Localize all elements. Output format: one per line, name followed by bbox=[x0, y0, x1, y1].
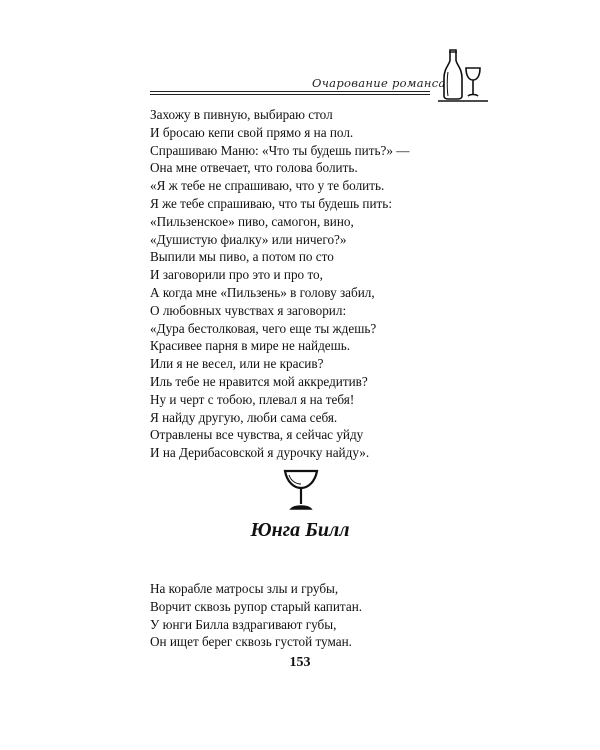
poem-line: «Душистую фиалку» или ничего?» bbox=[150, 231, 347, 247]
poem-line: «Пильзенское» пиво, самогон, вино, bbox=[150, 213, 354, 229]
poem-line: Ну и черт с тобою, плевал я на тебя! bbox=[150, 391, 355, 407]
poem-line: «Я ж тебе не спрашиваю, что у те болить. bbox=[150, 178, 385, 194]
poem-line: Или я не весел, или не красив? bbox=[150, 356, 324, 372]
page-number: 153 bbox=[289, 655, 311, 670]
poem-line: Я же тебе спрашиваю, что ты будешь пить: bbox=[150, 195, 392, 211]
poem-line: И на Дерибасовской я дурочку найду». bbox=[150, 445, 370, 461]
poem-line: И бросаю кепи свой прямо я на пол. bbox=[150, 124, 354, 140]
poem-line: Он ищет берег сквозь густой туман. bbox=[150, 634, 352, 650]
header-rule bbox=[150, 91, 430, 92]
poem-line: «Дура бестолковая, чего еще ты ждешь? bbox=[150, 320, 377, 336]
poem-stanza-2 bbox=[150, 580, 480, 651]
poem-line: Спрашиваю Маню: «Что ты будешь пить?» — bbox=[150, 142, 410, 158]
running-head: Очарование романса bbox=[312, 76, 446, 90]
poem-line: Выпили мы пиво, а потом по сто bbox=[150, 249, 334, 265]
poem-line: Красивее парня в мире не найдешь. bbox=[150, 338, 351, 354]
goblet-icon bbox=[282, 468, 320, 512]
poem-line: На корабле матросы злы и грубы, bbox=[150, 581, 339, 596]
poem-line: И заговорили про это и про то, bbox=[150, 267, 323, 283]
poem-line: Отравлены все чувства, я сейчас уйду bbox=[150, 427, 364, 443]
poem-line: А когда мне «Пильзень» в голову забил, bbox=[150, 284, 375, 300]
poem-line: Захожу в пивную, выбираю стол bbox=[150, 107, 333, 122]
poem-line: У юнги Билла вздрагивают губы, bbox=[150, 616, 337, 632]
poem-line: Я найду другую, люби сама себя. bbox=[150, 409, 338, 425]
header-rule-thin bbox=[150, 94, 430, 95]
poem-line: Ворчит сквозь рупор старый капитан. bbox=[150, 598, 363, 614]
poem-line: Она мне отвечает, что голова болить. bbox=[150, 160, 358, 176]
section-title: Юнга Билл bbox=[250, 519, 350, 541]
bottle-and-glass-icon bbox=[434, 46, 490, 102]
poem-line: О любовных чувствах я заговорил: bbox=[150, 302, 347, 318]
poem-stanza-1 bbox=[150, 106, 480, 462]
poem-line: Иль тебе не нравится мой аккредитив? bbox=[150, 373, 368, 389]
